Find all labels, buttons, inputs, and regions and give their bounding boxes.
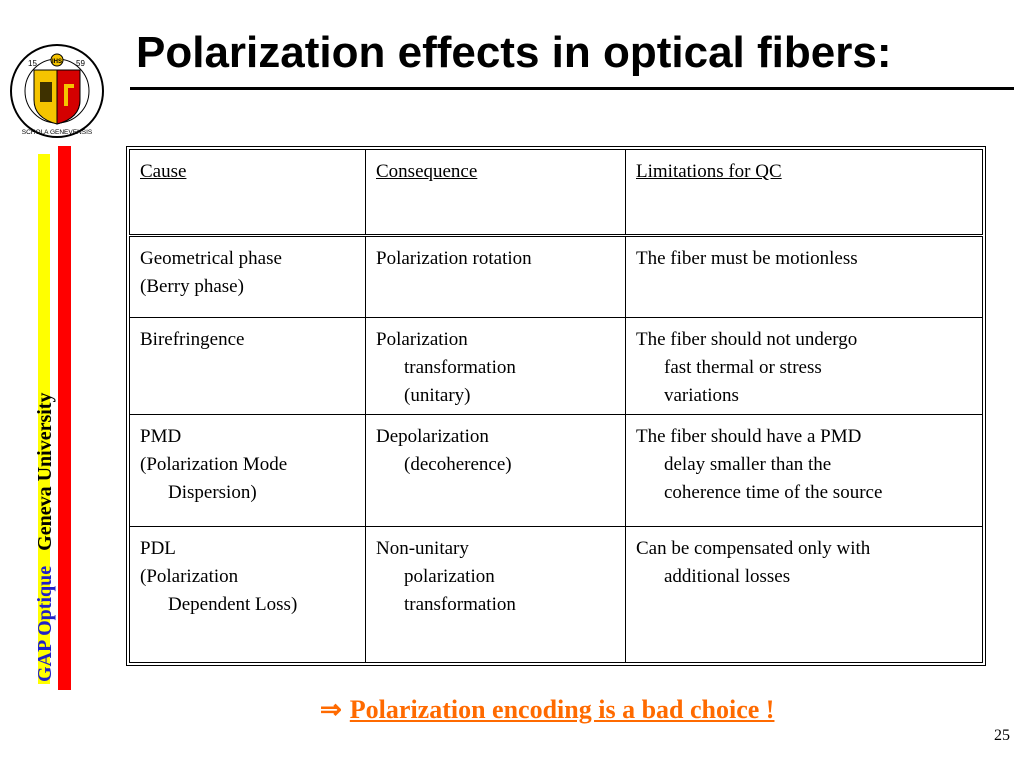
cause-cell <box>130 236 366 318</box>
side-label-geneva-university: Geneva University <box>34 392 56 551</box>
cell-line: fast thermal or stress <box>664 357 822 378</box>
conclusion <box>320 695 774 725</box>
seal-motto: SCHOLA GENEVENSIS <box>21 129 93 136</box>
implies-arrow-icon: ⇒ <box>320 695 342 724</box>
limitation-cell <box>626 527 983 663</box>
cell-line: Depolarization <box>376 426 489 447</box>
header-consequence: Consequence <box>366 150 626 236</box>
seal-year-right: 59 <box>76 59 85 68</box>
cell-line: Polarization <box>376 329 468 350</box>
effects-table <box>126 146 986 666</box>
cell-line: (decoherence) <box>404 454 512 475</box>
cell-line: Geometrical phase <box>140 248 282 269</box>
cell-line: The fiber should have a PMD <box>636 426 862 447</box>
red-side-bar <box>58 146 71 690</box>
seal-monogram: IHS <box>51 59 63 65</box>
side-label <box>34 393 57 682</box>
cell-line: coherence time of the source <box>664 482 883 503</box>
cell-line: (Polarization <box>140 566 239 587</box>
limitation-cell <box>626 415 983 527</box>
cell-line: variations <box>664 385 739 406</box>
slide-title: Polarization effects in optical fibers: <box>136 28 892 77</box>
consequence-cell <box>366 236 626 318</box>
cell-line: additional losses <box>664 566 791 587</box>
seal-year-left: 15 <box>28 59 37 68</box>
cause-cell <box>130 415 366 527</box>
limitation-cell <box>626 318 983 415</box>
cell-line: Birefringence <box>140 329 245 350</box>
cell-line: Dependent Loss) <box>168 594 298 615</box>
header-limitations: Limitations for QC <box>626 150 983 236</box>
table-header-row <box>130 150 983 236</box>
table-row <box>130 415 983 527</box>
page-number: 25 <box>994 727 1010 744</box>
cell-line: (Berry phase) <box>140 276 244 297</box>
cause-cell <box>130 318 366 415</box>
cell-line: (Polarization Mode <box>140 454 288 475</box>
cell-line: delay smaller than the <box>664 454 832 475</box>
conclusion-text: Polarization encoding is a bad choice ! <box>349 695 775 724</box>
limitation-cell <box>626 236 983 318</box>
consequence-cell <box>366 527 626 663</box>
cell-line: The fiber must be motionless <box>636 248 858 269</box>
cell-line: The fiber should not undergo <box>636 329 858 350</box>
cell-line: Can be compensated only with <box>636 538 871 559</box>
cell-line: polarization <box>404 566 495 587</box>
cell-line: Polarization rotation <box>376 248 532 269</box>
cell-line: transformation <box>404 594 516 615</box>
university-seal-logo <box>8 42 106 140</box>
table-row <box>130 236 983 318</box>
side-label-gap-optique: GAP Optique <box>34 565 56 682</box>
cell-line: PMD <box>140 426 182 447</box>
table-row <box>130 527 983 663</box>
consequence-cell <box>366 415 626 527</box>
cell-line: PDL <box>140 538 176 559</box>
title-underline <box>130 87 1014 90</box>
cell-line: Non-unitary <box>376 538 469 559</box>
cell-line: (unitary) <box>404 385 471 406</box>
cell-line: Dispersion) <box>168 482 257 503</box>
table-row <box>130 318 983 415</box>
cause-cell <box>130 527 366 663</box>
header-cause: Cause <box>130 150 366 236</box>
consequence-cell <box>366 318 626 415</box>
cell-line: transformation <box>404 357 516 378</box>
